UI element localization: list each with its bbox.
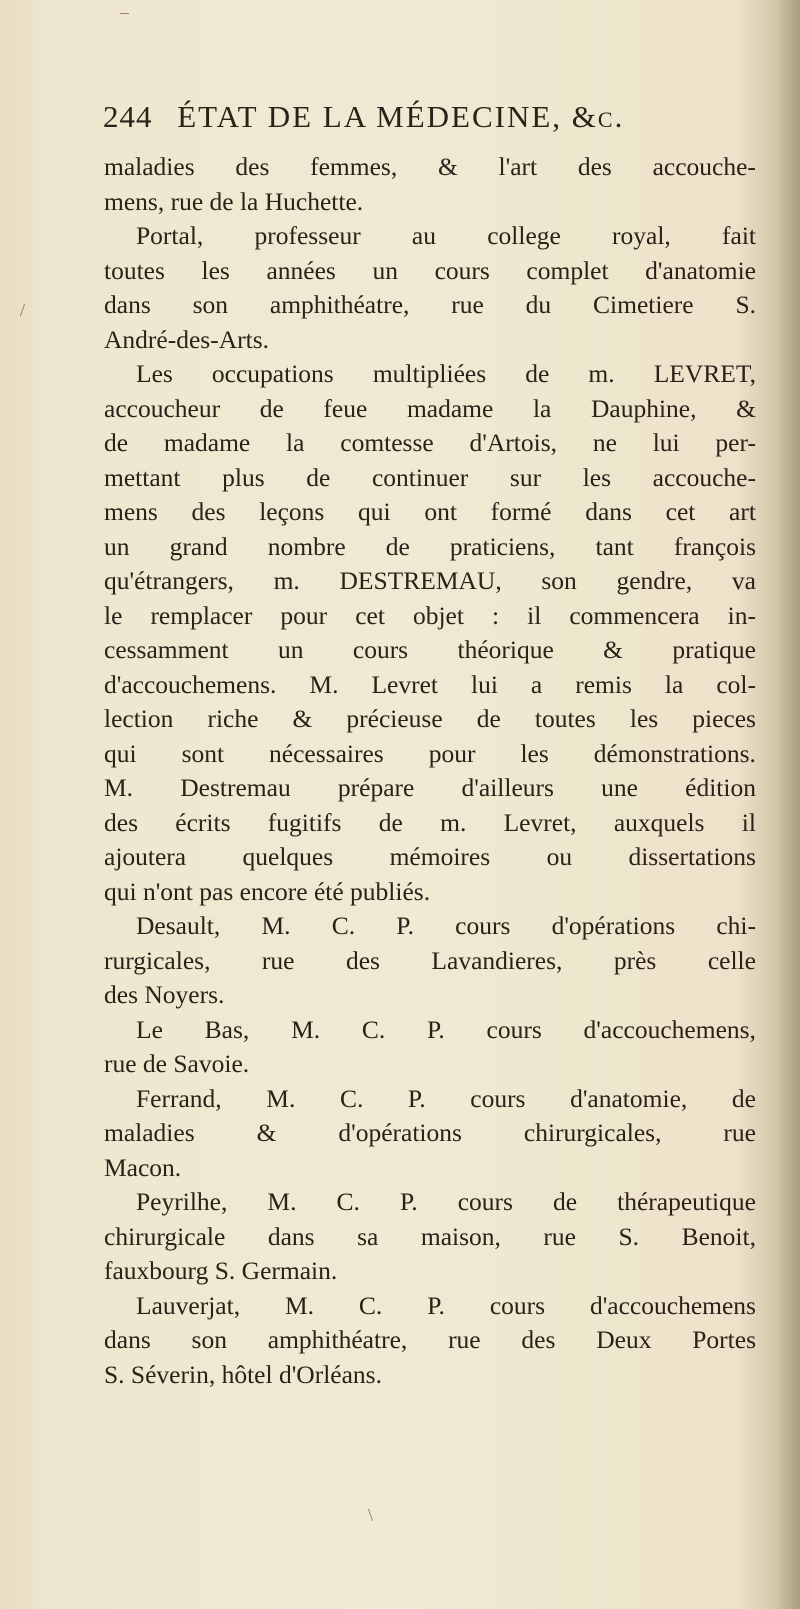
word: de [476,704,501,733]
word: rue [448,1325,481,1354]
word: de [731,1083,756,1113]
word: près [613,945,657,975]
word: madame [406,393,494,423]
word: ne [592,428,617,457]
word: Ferrand, [136,1083,222,1113]
word: P. [407,1083,426,1113]
word: de [525,359,550,388]
text-line [104,150,756,185]
text-line [104,461,756,496]
word: objet [412,600,464,630]
word: & [292,704,313,733]
word: maison, [420,1221,501,1251]
word: précieuse [346,704,443,733]
word: M. [284,1290,315,1320]
text-line: rue de Savoie. [104,1049,250,1078]
word: royal, [612,221,671,250]
word: des [521,1325,556,1354]
word: gendre, [616,566,693,595]
word: : [491,600,500,630]
word: P. [396,911,414,940]
word: les [629,704,659,733]
text-line [104,702,756,737]
word: lection [104,704,174,733]
word: sur [509,462,542,492]
word: col- [716,669,756,699]
word: lui [652,428,680,457]
word: a [530,669,543,699]
word: des [577,152,612,181]
word: une [601,773,638,802]
word: écrits [175,807,231,837]
text-line: fauxbourg S. Germain. [104,1256,338,1285]
word: dans [267,1221,315,1251]
stray-mark: / [20,300,26,320]
word: ajoutera [104,842,187,871]
word: celle [707,945,756,975]
word: va [731,566,756,595]
word: il [741,807,756,837]
word: les [520,738,549,768]
text-line: qui n'ont pas encore été publiés. [104,876,431,906]
word: DESTREMAU, [339,566,502,595]
text-line [104,1220,756,1255]
word: démonstrations. [593,738,756,768]
word: qui [358,497,391,526]
word: sa [357,1221,379,1251]
word: son [191,1325,227,1354]
word: Portal, [136,221,204,250]
word: rue [723,1118,756,1147]
text-line [104,564,756,599]
word: Lavandieres, [431,945,563,975]
word: il [527,600,542,630]
word: des [104,807,138,837]
text-line [104,909,756,944]
word: de [385,531,410,561]
word: M. [267,1187,297,1216]
word: du [525,290,552,319]
text-line: S. Séverin, hôtel d'Orléans. [104,1359,382,1389]
word: M. [261,911,291,940]
word: au [411,221,436,250]
text-line [104,1323,756,1358]
text-line [104,806,756,841]
word: des [235,152,270,181]
word: mens [104,497,158,526]
word: maladies [104,1118,195,1147]
word: sont [181,738,225,768]
text-line [104,392,756,427]
word: la [532,393,552,423]
word: Desault, [136,911,221,940]
text-line [104,599,756,634]
page-gutter [778,0,800,1609]
word: Les [136,359,173,388]
word: ont [424,497,457,526]
word: accoucheur [104,393,221,423]
word: dans [585,497,632,526]
text-line [104,737,756,772]
word: m. [588,359,615,388]
text-line [104,357,756,392]
word: continuer [371,462,469,492]
word: cet [665,497,696,526]
word: de [306,462,331,492]
word: Destremau [180,773,291,802]
word: cessamment [104,635,229,664]
word: mémoires [389,842,491,871]
word: d'anatomie, [570,1083,688,1113]
word: madame [163,428,251,457]
word: ou [546,842,573,871]
word: P. [427,1014,445,1044]
word: d'accouchemens [589,1290,756,1320]
word: & [736,393,756,423]
word: & [603,635,624,664]
word: de [259,393,284,423]
word: fugitifs [267,807,342,837]
word: toutes [534,704,596,733]
word: prépare [337,773,415,802]
stray-mark: – [120,2,129,22]
text-line [104,771,756,806]
text-line [104,1013,756,1048]
word: d'ailleurs [461,773,554,802]
word: la [664,669,684,699]
word: un [104,531,130,561]
word: cours [489,1290,546,1320]
word: lui [471,669,498,699]
word: pour [280,600,328,630]
text-line [104,1082,756,1117]
word: de [553,1187,578,1216]
word: Portes [692,1325,756,1354]
word: amphithéatre, [269,290,410,319]
word: C. [358,1290,383,1320]
word: praticiens, [449,531,556,561]
word: d'accouchemens. [104,669,277,699]
word: C. [336,1187,360,1216]
text-line: des Noyers. [104,980,225,1009]
word: dans [104,290,151,319]
running-title: ÉTAT DE LA MÉDECINE, &c. [177,99,625,134]
word: quelques [242,842,334,871]
word: Levret, [503,807,577,837]
word: LEVRET, [653,359,756,388]
word: remplacer [150,600,253,630]
word: chirurgicale [104,1221,226,1251]
word: plus [222,462,265,492]
word: M. [291,1014,321,1044]
word: un [278,635,304,664]
text-line [104,426,756,461]
word: fait [722,221,756,250]
word: Benoit, [681,1221,756,1251]
word: cours [434,255,490,285]
word: professeur [254,221,361,250]
word: les [201,255,230,285]
word: tant [595,531,634,561]
text-line [104,944,756,979]
word: feue [323,393,368,423]
word: d'accouchemens, [583,1014,756,1044]
page-number: 244 [103,99,153,134]
word: son [192,290,229,319]
word: in- [727,600,756,630]
word: comtesse [340,428,434,457]
word: Lauverjat, [136,1290,241,1320]
word: rue [261,945,295,975]
text-line [104,288,756,323]
word: accouche- [652,462,756,492]
word: d'opérations [551,911,676,940]
word: toutes [104,255,165,285]
text-line [104,668,756,703]
text-line [104,530,756,565]
word: Dauphine, [590,393,697,423]
word: leçons [259,497,325,526]
word: Levret [371,669,438,699]
word: chi- [716,911,756,940]
word: & [437,152,458,181]
word: thérapeutique [617,1187,756,1216]
word: auxquels [613,807,705,837]
word: per- [715,428,756,457]
word: rue [543,1221,576,1251]
word: college [487,221,561,250]
word: les [582,462,612,492]
stray-mark: \ [368,1505,374,1525]
word: cet [355,600,385,630]
word: femmes, [310,152,398,181]
word: commencera [569,600,700,630]
word: de [378,807,403,837]
word: d'anatomie [645,255,756,285]
text-line [104,840,756,875]
text-line [104,1289,756,1324]
word: formé [490,497,552,526]
word: son [541,566,577,595]
word: années [266,255,336,285]
word: M. [266,1083,296,1113]
word: édition [685,773,756,802]
word: des [191,497,226,526]
text-line: André-des-Arts. [104,324,269,354]
text-line [104,219,756,254]
running-header [103,99,703,143]
word: nombre [267,531,346,561]
word: Cimetiere [593,290,694,319]
word: occupations [211,359,334,388]
word: amphithéatre, [267,1325,408,1354]
word: l'art [498,152,538,181]
word: art [729,497,756,526]
word: dissertations [628,842,756,871]
word: mettant [104,462,181,492]
word: complet [526,255,609,285]
word: C. [339,1083,364,1113]
word: cours [470,1083,526,1113]
word: cours [457,1187,513,1216]
text-line [104,633,756,668]
word: cours [352,635,409,664]
word: d'Artois, [469,428,558,457]
word: nécessaires [269,738,384,768]
word: la [286,428,305,457]
word: M. [309,669,339,699]
word: chirurgicales, [523,1118,662,1147]
word: C. [331,911,356,940]
word: multipliées [372,359,487,388]
word: pour [428,738,476,768]
word: cours [486,1014,542,1044]
word: P. [427,1290,445,1320]
word: S. [618,1221,640,1251]
word: & [256,1118,277,1147]
word: théorique [457,635,554,664]
text-line [104,254,756,289]
word: Le [136,1014,163,1044]
text-line [104,495,756,530]
word: le [104,600,123,630]
word: dans [104,1325,151,1354]
word: accouche- [652,152,756,181]
word: un [372,255,398,285]
word: Bas, [204,1014,250,1044]
word: françois [673,531,756,561]
word: M. [104,773,134,802]
word: m. [273,566,300,595]
text-line [104,1116,756,1151]
word: Peyrilhe, [136,1187,228,1216]
word: m. [440,807,467,837]
text-line [104,1185,756,1220]
word: Deux [596,1325,652,1354]
word: remis [575,669,632,699]
word: qu'étrangers, [104,566,234,595]
word: P. [399,1187,418,1216]
word: riche [207,704,259,733]
word: maladies [104,152,195,181]
word: pieces [692,704,756,733]
text-line: Macon. [104,1152,182,1182]
word: grand [169,531,228,561]
word: de [104,428,129,457]
text-line: mens, rue de la Huchette. [104,186,364,216]
word: pratique [672,635,756,664]
word: cours [455,911,511,940]
word: rurgicales, [104,945,211,975]
word: S. [735,290,756,319]
page-text [104,150,756,1392]
word: d'opérations [338,1118,462,1147]
word: des [345,945,380,975]
word: qui [104,738,137,768]
word: C. [361,1014,386,1044]
word: rue [451,290,484,319]
